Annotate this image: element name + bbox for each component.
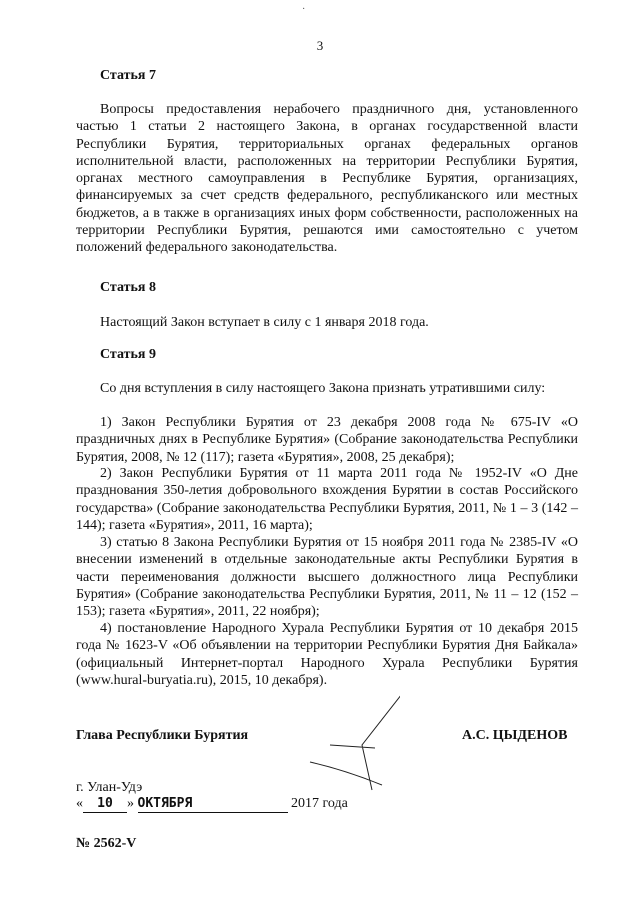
signing-date bbox=[76, 796, 348, 813]
article-9-heading: Статья 9 bbox=[100, 347, 156, 362]
article-7-heading: Статья 7 bbox=[100, 68, 156, 83]
article-9-item-4: 4) постановление Народного Хурала Республики Бурятия от 10 декабря 2015 года № 1623-V «Об объявлении на территории Республики Бурятия Дня Байкала» (официальный Интернет-портал Народного Хурала Республики Бурятия (www.hural-buryatia.ru), 2015, 10 декабря). bbox=[76, 621, 578, 688]
date-day: 10 bbox=[97, 796, 113, 811]
article-9-item-2: 2) Закон Республики Бурятия от 11 марта 2011 года № 1952-IV «О Дне празднования 350-летия добровольного вхождения Бурятии в состав Российского государства» (Собрание законодательства Республики Бурятия, 2011, № 1 – 3 (142 – 144); газета «Бурятия», 2011, 16 марта); bbox=[76, 466, 578, 533]
article-8-text: Настоящий Закон вступает в силу с 1 января 2018 года. bbox=[100, 315, 429, 330]
article-7-text: Вопросы предоставления нерабочего праздничного дня, установленного частью 1 статьи 2 настоящего Закона, в органах государственной власти Республики Бурятия, территориальных органах федеральных органов исполнительной власти, расположенных на территории Республики Бурятия, органах местного самоуправления в Республике Бурятия, организациях, финансируемых за счет средств федерального, республиканского или местных бюджетов, а в также в организациях иных форм собственности, расположенных на территории Республики Бурятия, решаются ими самостоятельно с учетом положений федерального законодательства. bbox=[76, 102, 578, 256]
signatory-name: А.С. ЦЫДЕНОВ bbox=[462, 728, 568, 743]
date-quote-open: « bbox=[76, 796, 83, 811]
article-9-item-3: 3) статью 8 Закона Республики Бурятия от 15 ноября 2011 года № 2385-IV «О внесении изменений в отдельные законодательные акты Республики Бурятия в части переименования должности высшего должностного лица Республики Бурятия» (Собрание законодательства Республики Бурятия, 2011, № 11 – 12 (152 – 153); газета «Бурятия», 2011, 22 ноября); bbox=[76, 535, 578, 620]
date-quote-close: » bbox=[127, 796, 134, 811]
date-year: 2017 года bbox=[291, 796, 348, 811]
law-number: № 2562-V bbox=[76, 836, 137, 851]
signatory-title: Глава Республики Бурятия bbox=[76, 728, 249, 743]
article-9-item-1: 1) Закон Республики Бурятия от 23 декабря 2008 года № 675-IV «О праздничных днях в Республике Бурятия» (Собрание законодательства Республики Бурятия, 2008, № 12 (117); газета «Бурятия», 2008, 25 декабря); bbox=[76, 415, 578, 465]
article-9-intro: Со дня вступления в силу настоящего Закона признать утратившими силу: bbox=[100, 381, 546, 396]
page-number: 3 bbox=[316, 38, 324, 53]
article-8-heading: Статья 8 bbox=[100, 280, 156, 295]
signing-place: г. Улан-Удэ bbox=[76, 780, 143, 795]
handwritten-signature bbox=[300, 690, 400, 800]
top-mark: · bbox=[302, 4, 306, 15]
date-month: ОКТЯБРЯ bbox=[137, 796, 193, 811]
